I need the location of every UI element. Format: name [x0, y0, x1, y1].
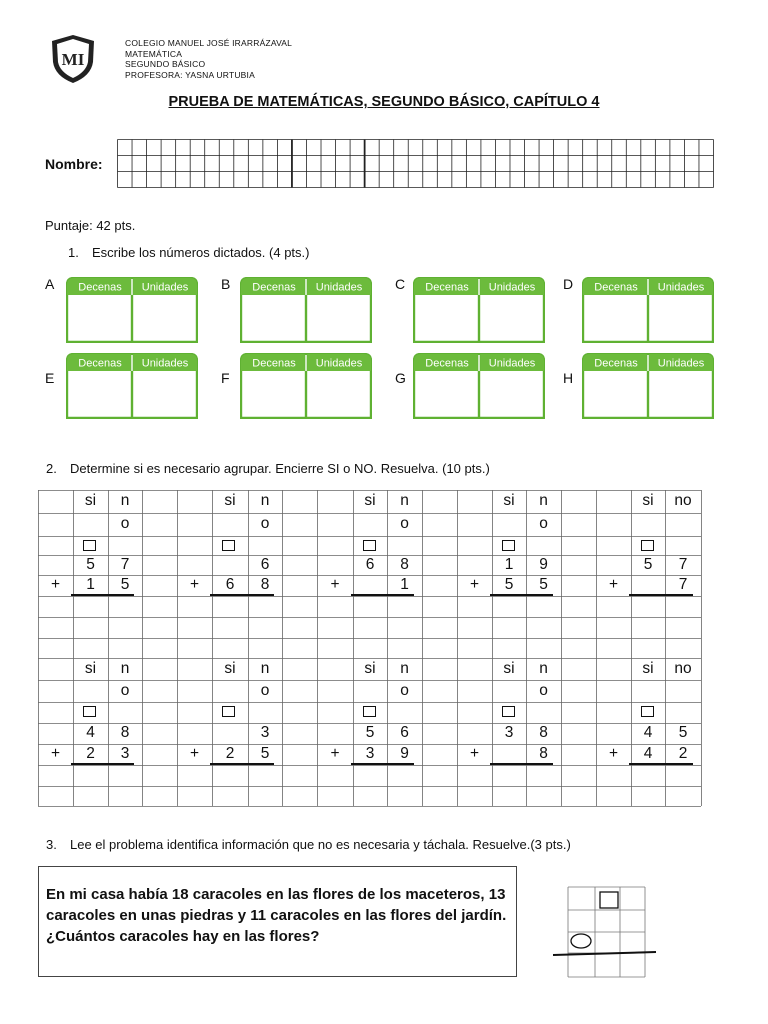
- digit: 6: [225, 576, 235, 593]
- plus-sign: +: [189, 576, 200, 593]
- question-text: Determine si es necesario agrupar. Encierre SI o NO. Resuelva. (10 pts.): [70, 461, 490, 476]
- decenas-header: Decenas: [78, 357, 122, 370]
- card-letter: A: [45, 276, 55, 292]
- digit: 1: [400, 576, 409, 593]
- si-label: si: [642, 660, 654, 677]
- digit: 5: [120, 576, 130, 593]
- digit: 5: [260, 745, 270, 762]
- digit: 8: [400, 556, 409, 573]
- problem-text: En mi casa había 18 caracoles en las flores de los maceteros, 13 caracoles en unas piedras y 11 caracoles en las flores del jardín. ¿Cuántos caracoles hay en las flores?: [46, 886, 507, 945]
- decenas-header: Decenas: [594, 357, 638, 370]
- checkbox-square[interactable]: [363, 706, 376, 717]
- digit: 5: [539, 576, 548, 593]
- unidades-header: Unidades: [657, 357, 705, 370]
- nombre-label: Nombre:: [45, 156, 103, 172]
- plus-sign: +: [608, 576, 619, 593]
- no-label: o: [120, 515, 130, 532]
- digit: 7: [120, 556, 130, 573]
- card-letter: D: [563, 276, 574, 292]
- checkbox-square[interactable]: [363, 540, 376, 551]
- digit: 8: [120, 724, 130, 741]
- sum-underline: [210, 763, 274, 765]
- digit: 2: [225, 745, 235, 762]
- digit: 6: [260, 556, 270, 573]
- digit: 8: [539, 724, 548, 741]
- school-line: COLEGIO MANUEL JOSÉ IRARRÁZAVAL: [125, 38, 293, 48]
- puntaje-text: Puntaje: 42 pts.: [45, 218, 136, 233]
- question-number: 1.: [68, 245, 79, 260]
- school-line: PROFESORA: YASNA URTUBIA: [125, 69, 255, 80]
- decenas-header: Decenas: [78, 281, 122, 294]
- checkbox-square: [600, 892, 618, 908]
- no-label: o: [120, 682, 130, 699]
- unidades-header: Unidades: [141, 357, 189, 370]
- no-label: n: [539, 660, 548, 677]
- sum-underline: [210, 594, 274, 596]
- digit: 5: [678, 724, 688, 741]
- si-label: si: [503, 660, 515, 677]
- answer-grid[interactable]: [550, 885, 660, 980]
- plus-sign: +: [330, 745, 340, 762]
- digit: 5: [504, 576, 514, 593]
- checkbox-square[interactable]: [83, 706, 96, 717]
- digit: 5: [365, 724, 375, 741]
- sum-underline: [71, 594, 134, 596]
- no-label: o: [539, 682, 548, 699]
- digit: 9: [400, 745, 409, 762]
- si-label: si: [84, 492, 97, 509]
- digit: 4: [643, 745, 653, 762]
- unidades-header: Unidades: [141, 281, 189, 294]
- si-label: si: [642, 492, 654, 509]
- plus-sign: +: [50, 576, 61, 593]
- card-letter: C: [395, 276, 406, 292]
- digit: 2: [678, 745, 688, 762]
- sum-underline: [351, 763, 414, 765]
- no-label: o: [260, 515, 270, 532]
- no-label: n: [260, 492, 270, 509]
- digit: 2: [86, 745, 95, 762]
- no-label: no: [674, 660, 692, 677]
- unidades-header: Unidades: [315, 281, 363, 294]
- question-text: Escribe los números dictados. (4 pts.): [92, 245, 310, 260]
- school-line: SEGUNDO BÁSICO: [125, 59, 206, 70]
- card-letter: E: [45, 370, 55, 386]
- card-letter: F: [221, 370, 230, 386]
- digit: 1: [86, 576, 95, 593]
- checkbox-square[interactable]: [83, 540, 96, 551]
- no-label: n: [539, 492, 548, 509]
- question-number: 2.: [46, 461, 57, 476]
- question-number: 3.: [46, 837, 57, 852]
- digit: 6: [365, 556, 375, 573]
- no-label: n: [400, 660, 409, 677]
- plus-sign: +: [469, 745, 480, 762]
- no-label: o: [400, 515, 409, 532]
- page-title: PRUEBA DE MATEMÁTICAS, SEGUNDO BÁSICO, CAPÍTULO 4: [168, 94, 600, 110]
- digit: 4: [643, 724, 653, 741]
- decenas-header: Decenas: [425, 281, 469, 294]
- si-label: si: [224, 492, 236, 509]
- sum-underline: [490, 594, 553, 596]
- si-label: si: [84, 660, 97, 677]
- checkbox-square[interactable]: [502, 706, 515, 717]
- sum-underline: [629, 763, 693, 765]
- unidades-header: Unidades: [315, 357, 363, 370]
- sum-underline: [490, 763, 553, 765]
- plus-sign: +: [189, 745, 200, 762]
- checkbox-square[interactable]: [222, 540, 235, 551]
- logo-letters: MI: [61, 50, 85, 69]
- decenas-header: Decenas: [252, 281, 296, 294]
- digit: 5: [86, 556, 95, 573]
- no-label: o: [260, 682, 270, 699]
- digit: 5: [643, 556, 653, 573]
- card-letter: H: [563, 370, 574, 386]
- digit: 4: [86, 724, 95, 741]
- digit: 3: [365, 745, 375, 762]
- digit: 7: [678, 576, 688, 593]
- school-line: MATEMÁTICA: [125, 48, 183, 59]
- digit: 8: [539, 745, 548, 762]
- question-text: Lee el problema identifica información que no es necesaria y táchala. Resuelve.(3 pts.): [70, 837, 571, 852]
- card-letter: B: [221, 276, 231, 292]
- checkbox-square[interactable]: [641, 706, 654, 717]
- digit: 7: [678, 556, 688, 573]
- unidades-header: Unidades: [657, 281, 705, 294]
- sum-underline: [629, 594, 693, 596]
- plus-sign: +: [608, 745, 619, 762]
- digit: 9: [539, 556, 548, 573]
- no-label: n: [120, 660, 130, 677]
- si-label: si: [503, 492, 515, 509]
- plus-sign: +: [50, 745, 61, 762]
- decenas-header: Decenas: [252, 357, 296, 370]
- digit: 8: [260, 576, 270, 593]
- question-3: [46, 837, 571, 852]
- no-label: n: [120, 492, 130, 509]
- circle-shape: [571, 934, 591, 948]
- no-label: n: [400, 492, 409, 509]
- decenas-header: Decenas: [425, 357, 469, 370]
- si-label: si: [224, 660, 236, 677]
- unidades-header: Unidades: [488, 357, 536, 370]
- plus-sign: +: [330, 576, 340, 593]
- decenas-header: Decenas: [594, 281, 638, 294]
- card-letter: G: [395, 370, 406, 386]
- no-label: o: [400, 682, 409, 699]
- no-label: o: [539, 515, 548, 532]
- digit: 1: [504, 556, 514, 573]
- checkbox-square[interactable]: [222, 706, 235, 717]
- digit: 3: [120, 745, 130, 762]
- checkbox-square[interactable]: [502, 540, 515, 551]
- unidades-header: Unidades: [488, 281, 536, 294]
- no-label: no: [674, 492, 692, 509]
- sum-underline: [71, 763, 134, 765]
- digit: 6: [400, 724, 409, 741]
- plus-sign: +: [469, 576, 480, 593]
- digit: 3: [504, 724, 514, 741]
- checkbox-square[interactable]: [641, 540, 654, 551]
- si-label: si: [364, 660, 376, 677]
- no-label: n: [260, 660, 270, 677]
- si-label: si: [364, 492, 376, 509]
- digit: 3: [260, 724, 270, 741]
- sum-underline: [351, 594, 414, 596]
